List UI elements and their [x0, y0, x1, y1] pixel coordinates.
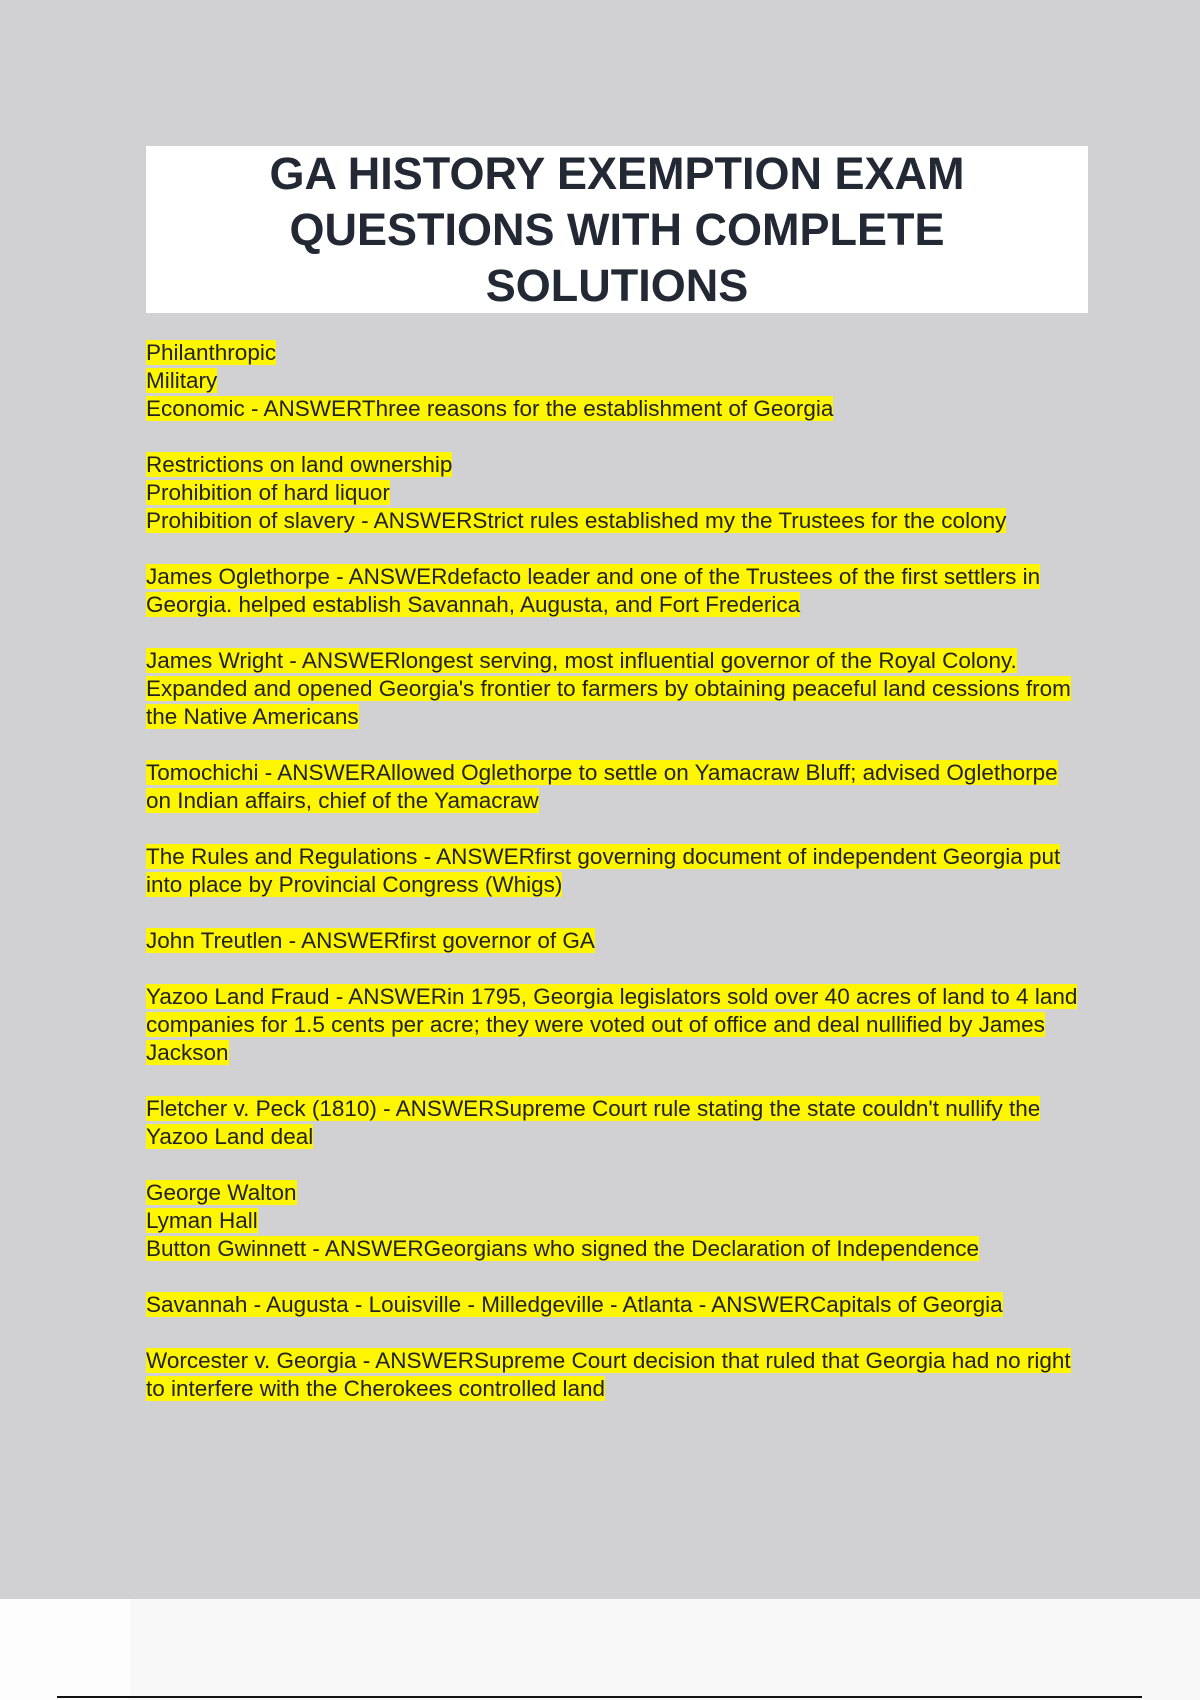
qa-entry	[146, 927, 1086, 955]
highlighted-text: Yazoo Land Fraud - ANSWERin 1795, Georgia legislators sold over 40 acres of land to 4 land companies for 1.5 cents per acre; they were voted out of office and deal nullified by James Jackson	[146, 984, 1078, 1065]
entry-line	[146, 927, 1086, 955]
entry-line	[146, 843, 1086, 899]
highlighted-text: Philanthropic	[146, 340, 277, 365]
qa-list	[146, 339, 1086, 1431]
qa-entry	[146, 759, 1086, 815]
highlighted-text: Prohibition of hard liquor	[146, 480, 390, 505]
document-title: GA HISTORY EXEMPTION EXAM QUESTIONS WITH COMPLETE SOLUTIONS	[269, 147, 965, 311]
qa-entry	[146, 339, 1086, 423]
title-banner	[146, 146, 1088, 313]
highlighted-text: Savannah - Augusta - Louisville - Milledgeville - Atlanta - ANSWERCapitals of Georgia	[146, 1292, 1003, 1317]
entry-line	[146, 563, 1086, 619]
entry-line	[146, 647, 1086, 731]
page-footer	[0, 1599, 1200, 1700]
highlighted-text: James Oglethorpe - ANSWERdefacto leader and one of the Trustees of the first settlers in Georgia. helped establish Savannah, Augusta, and Fort Frederica	[146, 564, 1041, 617]
highlighted-text: Prohibition of slavery - ANSWERStrict rules established my the Trustees for the colony	[146, 508, 1007, 533]
entry-line	[146, 451, 1086, 479]
highlighted-text: George Walton	[146, 1180, 297, 1205]
entry-line	[146, 983, 1086, 1067]
highlighted-text: The Rules and Regulations - ANSWERfirst governing document of independent Georgia put into place by Provincial Congress (Whigs)	[146, 844, 1061, 897]
entry-line	[146, 1095, 1086, 1151]
highlighted-text: Tomochichi - ANSWERAllowed Oglethorpe to settle on Yamacraw Bluff; advised Oglethorpe on Indian affairs, chief of the Yamacraw	[146, 760, 1058, 813]
highlighted-text: Economic - ANSWERThree reasons for the establishment of Georgia	[146, 396, 834, 421]
highlighted-text: Military	[146, 368, 218, 393]
qa-entry	[146, 843, 1086, 899]
highlighted-text: Button Gwinnett - ANSWERGeorgians who signed the Declaration of Independence	[146, 1236, 979, 1261]
qa-entry	[146, 647, 1086, 731]
qa-entry	[146, 1179, 1086, 1263]
entry-line	[146, 1347, 1086, 1403]
entry-line	[146, 507, 1086, 535]
entry-line	[146, 367, 1086, 395]
entry-line	[146, 1291, 1086, 1319]
footer-panel	[130, 1599, 1200, 1700]
entry-line	[146, 479, 1086, 507]
highlighted-text: Lyman Hall	[146, 1208, 258, 1233]
entry-line	[146, 339, 1086, 367]
qa-entry	[146, 983, 1086, 1067]
highlighted-text: Restrictions on land ownership	[146, 452, 453, 477]
entry-line	[146, 1235, 1086, 1263]
qa-entry	[146, 451, 1086, 535]
highlighted-text: Fletcher v. Peck (1810) - ANSWERSupreme Court rule stating the state couldn't nullify the Yazoo Land deal	[146, 1096, 1041, 1149]
highlighted-text: John Treutlen - ANSWERfirst governor of GA	[146, 928, 595, 953]
qa-entry	[146, 1095, 1086, 1151]
highlighted-text: James Wright - ANSWERlongest serving, most influential governor of the Royal Colony. Expanded and opened Georgia's frontier to farmers by obtaining peaceful land cessions from the Native Americans	[146, 648, 1071, 729]
qa-entry	[146, 1347, 1086, 1403]
entry-line	[146, 395, 1086, 423]
qa-entry	[146, 1291, 1086, 1319]
qa-entry	[146, 563, 1086, 619]
entry-line	[146, 759, 1086, 815]
entry-line	[146, 1179, 1086, 1207]
highlighted-text: Worcester v. Georgia - ANSWERSupreme Court decision that ruled that Georgia had no right to interfere with the Cherokees controlled land	[146, 1348, 1071, 1401]
entry-line	[146, 1207, 1086, 1235]
footer-divider	[57, 1696, 1142, 1698]
